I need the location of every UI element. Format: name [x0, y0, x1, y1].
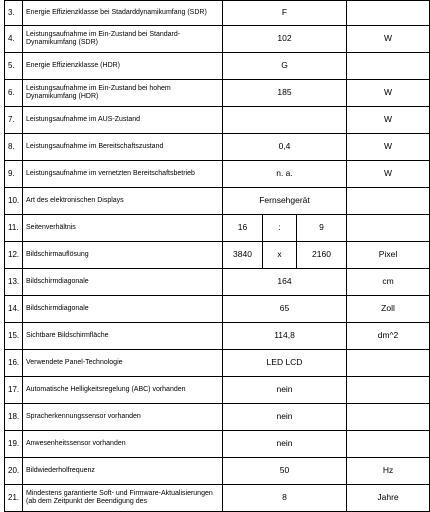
- row-unit: W: [347, 80, 430, 107]
- table-row: [5, 188, 430, 215]
- row-value: G: [223, 53, 347, 80]
- row-unit: W: [347, 26, 430, 53]
- row-number: 14.: [5, 296, 23, 323]
- row-label: Energie Effizienzklasse (HDR): [23, 53, 223, 80]
- row-label: Leistungsaufnahme im Bereitschaftszustand: [23, 134, 223, 161]
- row-value: LED LCD: [223, 350, 347, 377]
- row-unit: [347, 1, 430, 26]
- row-number: 10.: [5, 188, 23, 215]
- row-label: Bildschirmdiagonale: [23, 269, 223, 296]
- row-number: 9.: [5, 161, 23, 188]
- row-number: 21.: [5, 485, 23, 512]
- row-number: 12.: [5, 242, 23, 269]
- row-unit: [347, 377, 430, 404]
- row-value: 164: [223, 269, 347, 296]
- table-row: [5, 404, 430, 431]
- row-unit: W: [347, 161, 430, 188]
- row-unit: cm: [347, 269, 430, 296]
- row-number: 6.: [5, 80, 23, 107]
- row-number: 5.: [5, 53, 23, 80]
- row-label: Art des elektronischen Displays: [23, 188, 223, 215]
- row-unit: Pixel: [347, 242, 430, 269]
- table-row: [5, 80, 430, 107]
- row-value: 8: [223, 485, 347, 512]
- table-row: [5, 134, 430, 161]
- row-number: 3.: [5, 1, 23, 26]
- row-value: nein: [223, 377, 347, 404]
- row-value: 50: [223, 458, 347, 485]
- row-value: nein: [223, 431, 347, 458]
- table-row: [5, 107, 430, 134]
- row-number: 8.: [5, 134, 23, 161]
- row-label: Energie Effizienzklasse bei Stadarddynamikumfang (SDR): [23, 1, 223, 26]
- row-value: Fernsehgerät: [223, 188, 347, 215]
- row-number: 16.: [5, 350, 23, 377]
- row-label: Leistungsaufnahme im vernetzten Bereitschaftsbetrieb: [23, 161, 223, 188]
- row-unit: Jahre: [347, 485, 430, 512]
- table-row: [5, 323, 430, 350]
- table-row: [5, 350, 430, 377]
- row-unit: Zoll: [347, 296, 430, 323]
- row-unit: [347, 53, 430, 80]
- aspect-separator: :: [263, 215, 297, 242]
- aspect-height: 9: [297, 215, 347, 242]
- row-unit: [347, 215, 430, 242]
- aspect-width: 16: [223, 215, 263, 242]
- row-number: 15.: [5, 323, 23, 350]
- row-unit: dm^2: [347, 323, 430, 350]
- table-row: [5, 215, 430, 242]
- table-row: [5, 242, 430, 269]
- row-value: 185: [223, 80, 347, 107]
- table-row: [5, 377, 430, 404]
- resolution-height: 2160: [297, 242, 347, 269]
- row-value: 65: [223, 296, 347, 323]
- table-row: [5, 1, 430, 26]
- row-label: Sichtbare Bildschirmfläche: [23, 323, 223, 350]
- row-value: nein: [223, 404, 347, 431]
- row-unit: [347, 188, 430, 215]
- table-row: [5, 296, 430, 323]
- row-value: 114,8: [223, 323, 347, 350]
- row-unit: W: [347, 134, 430, 161]
- row-label: Leistungsaufnahme im Ein-Zustand bei hohem Dynamikumfang (HDR): [23, 80, 223, 107]
- row-number: 7.: [5, 107, 23, 134]
- table-row: [5, 458, 430, 485]
- row-number: 20.: [5, 458, 23, 485]
- resolution-separator: x: [263, 242, 297, 269]
- row-number: 4.: [5, 26, 23, 53]
- row-unit: [347, 350, 430, 377]
- row-value: 0,4: [223, 134, 347, 161]
- row-label: Automatische Helligkeitsregelung (ABC) vorhanden: [23, 377, 223, 404]
- row-unit: Hz: [347, 458, 430, 485]
- row-label: Bildschirmauflösung: [23, 242, 223, 269]
- table-row: [5, 53, 430, 80]
- table-row: [5, 26, 430, 53]
- table-row: [5, 269, 430, 296]
- table-row: [5, 161, 430, 188]
- row-number: 19.: [5, 431, 23, 458]
- row-label: Spracherkennungssensor vorhanden: [23, 404, 223, 431]
- row-unit: [347, 431, 430, 458]
- row-value: [223, 107, 347, 134]
- row-number: 17.: [5, 377, 23, 404]
- row-label: Bildschirmdiagonale: [23, 296, 223, 323]
- row-label: Leistungsaufnahme im AUS-Zustand: [23, 107, 223, 134]
- row-label: Mindestens garantierte Soft- und Firmware-Aktualisierungen (ab dem Zeitpunkt der Beendigung des: [23, 485, 223, 512]
- row-label: Anwesenheitssensor vorhanden: [23, 431, 223, 458]
- row-label: Bildwiederholfrequenz: [23, 458, 223, 485]
- product-spec-table: [4, 0, 430, 512]
- row-number: 11.: [5, 215, 23, 242]
- row-label: Verwendete Panel-Technologie: [23, 350, 223, 377]
- row-unit: [347, 404, 430, 431]
- table-row: [5, 485, 430, 512]
- table-row: [5, 431, 430, 458]
- resolution-width: 3840: [223, 242, 263, 269]
- row-number: 13.: [5, 269, 23, 296]
- row-value: F: [223, 1, 347, 26]
- row-unit: W: [347, 107, 430, 134]
- row-label: Leistungsaufnahme im Ein-Zustand bei Standard-Dynamikumfang (SDR): [23, 26, 223, 53]
- row-number: 18.: [5, 404, 23, 431]
- row-label: Seitenverhältnis: [23, 215, 223, 242]
- row-value: n. a.: [223, 161, 347, 188]
- row-value: 102: [223, 26, 347, 53]
